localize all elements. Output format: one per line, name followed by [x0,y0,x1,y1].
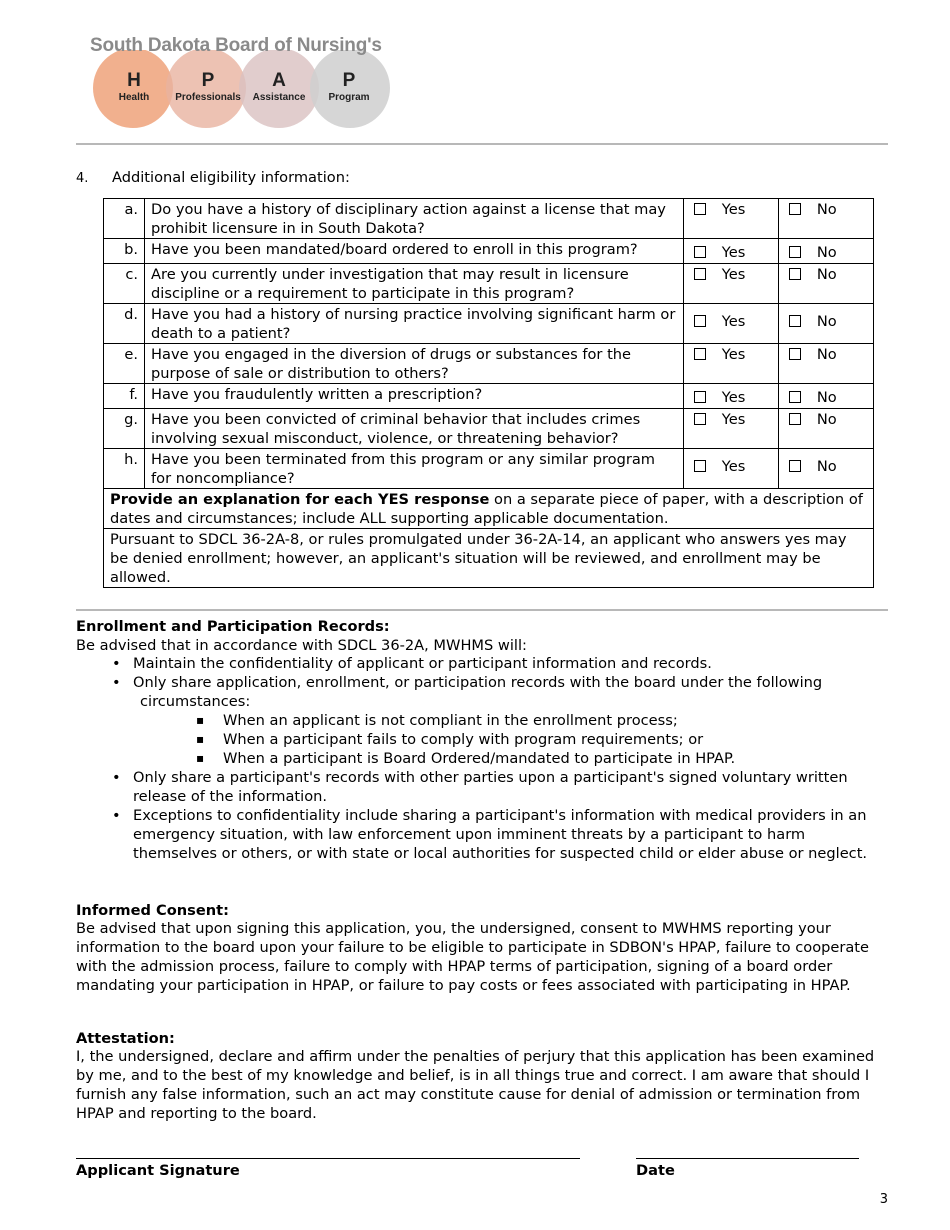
yes-checkbox[interactable] [694,460,706,472]
logo-title: South Dakota Board of Nursing's [90,35,382,56]
yes-checkbox[interactable] [694,268,706,280]
yes-label: Yes [721,266,746,283]
yes-label: Yes [721,346,746,363]
question-letter: b. [104,239,145,264]
question-text: Have you engaged in the diversion of drugs or substances for the purpose of sale or distribution to others? [145,344,684,384]
consent-title: Informed Consent: [76,902,229,919]
question-text: Have you been terminated from this program or any similar program for noncompliance? [145,449,684,489]
no-checkbox[interactable] [789,246,801,258]
table-row [104,199,874,239]
table-row [104,344,874,384]
yes-option[interactable] [683,449,778,489]
question-letter: a. [104,199,145,239]
yes-option[interactable] [683,384,778,409]
no-label: No [816,266,837,283]
yes-label: Yes [721,389,746,406]
yes-label: Yes [721,244,746,261]
question-letter: d. [104,304,145,344]
yes-checkbox[interactable] [694,413,706,425]
question-letter: g. [104,409,145,449]
page-number: 3 [879,1192,888,1207]
applicant-signature-label: Applicant Signature [76,1162,240,1179]
no-label: No [816,244,837,261]
yes-option[interactable] [683,264,778,304]
explanation-note: Provide an explanation for each YES response on a separate piece of paper, with a description of dates and circumstances; include ALL supporting applicable documentation. [104,489,874,529]
yes-label: Yes [721,411,746,428]
list-item: • Maintain the confidentiality of applicant or participant information and records. [76,654,888,673]
no-option[interactable] [778,384,873,409]
section-divider [76,609,888,611]
no-checkbox[interactable] [789,460,801,472]
circumstances-list [76,711,888,768]
no-checkbox[interactable] [789,203,801,215]
question-text: Have you had a history of nursing practice involving significant harm or death to a patient? [145,304,684,344]
no-checkbox[interactable] [789,315,801,327]
no-option[interactable] [778,304,873,344]
no-label: No [816,389,837,406]
list-item: ▪ When a participant fails to comply with program requirements; or [76,730,888,749]
yes-checkbox[interactable] [694,246,706,258]
no-option[interactable] [778,264,873,304]
no-option[interactable] [778,409,873,449]
attestation-text: I, the undersigned, declare and affirm under the penalties of perjury that this application has been examined by me, and to the best of my knowledge and belief, is in all things true and correct. I am aware that should I furnish any false information, such an act may constitute cause for denial of admission or termination from HPAP and reporting to the board. [76,1048,875,1122]
no-label: No [816,313,837,330]
table-row [104,239,874,264]
consent-text: Be advised that upon signing this application, you, the undersigned, consent to MWHMS reporting your information to the board upon your failure to be eligible to participate in SDBON's HPAP, failure to cooperate with the admission process, failure to comply with HPAP terms of participation, signing of a board order mandating your participation in HPAP, or failure to pay costs or fees associated with participating in HPAP. [76,920,870,994]
section-4-heading [76,168,350,188]
question-text: Have you been mandated/board ordered to enroll in this program? [145,239,684,264]
question-text: Do you have a history of disciplinary action against a license that may prohibit licensure in in South Dakota? [145,199,684,239]
question-letter: e. [104,344,145,384]
table-row [104,384,874,409]
question-letter: f. [104,384,145,409]
no-label: No [816,201,837,218]
sdcl-note: Pursuant to SDCL 36-2A-8, or rules promulgated under 36-2A-14, an applicant who answers yes may be denied enrollment; however, an applicant's situation will be reviewed, and enrollment may be allowed. [104,529,874,588]
question-text: Have you been convicted of criminal behavior that includes crimes involving sexual misconduct, violence, or threatening behavior? [145,409,684,449]
no-checkbox[interactable] [789,391,801,403]
yes-option[interactable] [683,199,778,239]
no-label: No [816,458,837,475]
yes-checkbox[interactable] [694,315,706,327]
records-intro: Be advised that in accordance with SDCL 36-2A, MWHMS will: [76,637,527,654]
yes-option[interactable] [683,239,778,264]
date-line[interactable] [636,1158,859,1159]
no-label: No [816,346,837,363]
question-letter: c. [104,264,145,304]
list-item: • Exceptions to confidentiality include sharing a participant's information with medical providers in an emergency situation, with law enforcement upon imminent threats by a participant to harm themselves or others, or with state or local authorities for suspected child or elder abuse or neglect. [76,806,888,863]
logo-label-professionals: P Professionals [175,70,241,103]
eligibility-table [103,198,874,588]
list-item: • Only share a participant's records with other parties upon a participant's signed voluntary written release of the information. [76,768,888,806]
logo-label-health: H Health [118,70,150,103]
table-row [104,409,874,449]
no-option[interactable] [778,449,873,489]
yes-label: Yes [721,313,746,330]
yes-option[interactable] [683,344,778,384]
hpap-logo [88,36,408,128]
no-option[interactable] [778,239,873,264]
no-option[interactable] [778,344,873,384]
yes-checkbox[interactable] [694,203,706,215]
no-checkbox[interactable] [789,348,801,360]
question-text: Have you fraudulently written a prescription? [145,384,684,409]
question-text: Are you currently under investigation that may result in licensure discipline or a requirement to participate in this program? [145,264,684,304]
yes-label: Yes [721,458,746,475]
logo-label-assistance: A Assistance [252,70,306,103]
section-number: 4. [76,171,89,186]
question-letter: h. [104,449,145,489]
yes-option[interactable] [683,409,778,449]
records-title: Enrollment and Participation Records: [76,618,390,635]
logo-label-program: P Program [328,70,370,103]
no-option[interactable] [778,199,873,239]
attestation-title: Attestation: [76,1030,175,1047]
list-item: ▪ When a participant is Board Ordered/mandated to participate in HPAP. [76,749,888,768]
no-checkbox[interactable] [789,268,801,280]
applicant-signature-line[interactable] [76,1158,580,1159]
yes-label: Yes [721,201,746,218]
no-checkbox[interactable] [789,413,801,425]
yes-option[interactable] [683,304,778,344]
table-row [104,304,874,344]
header-divider [76,143,888,145]
list-item: • Only share application, enrollment, or participation records with the board under the following circumstances: ▪ When an applicant is not compliant in the enrollment process; ▪ When a participant fails to comply with program requirements; or ▪ When a participant is Board Ordered/mandated to participate in HPAP. [76,673,888,768]
table-row [104,264,874,304]
yes-checkbox[interactable] [694,348,706,360]
list-item: ▪ When an applicant is not compliant in the enrollment process; [76,711,888,730]
yes-checkbox[interactable] [694,391,706,403]
date-label: Date [636,1162,675,1179]
no-label: No [816,411,837,428]
section-heading-text: Additional eligibility information: [112,169,350,186]
table-row [104,449,874,489]
records-list [76,654,888,863]
